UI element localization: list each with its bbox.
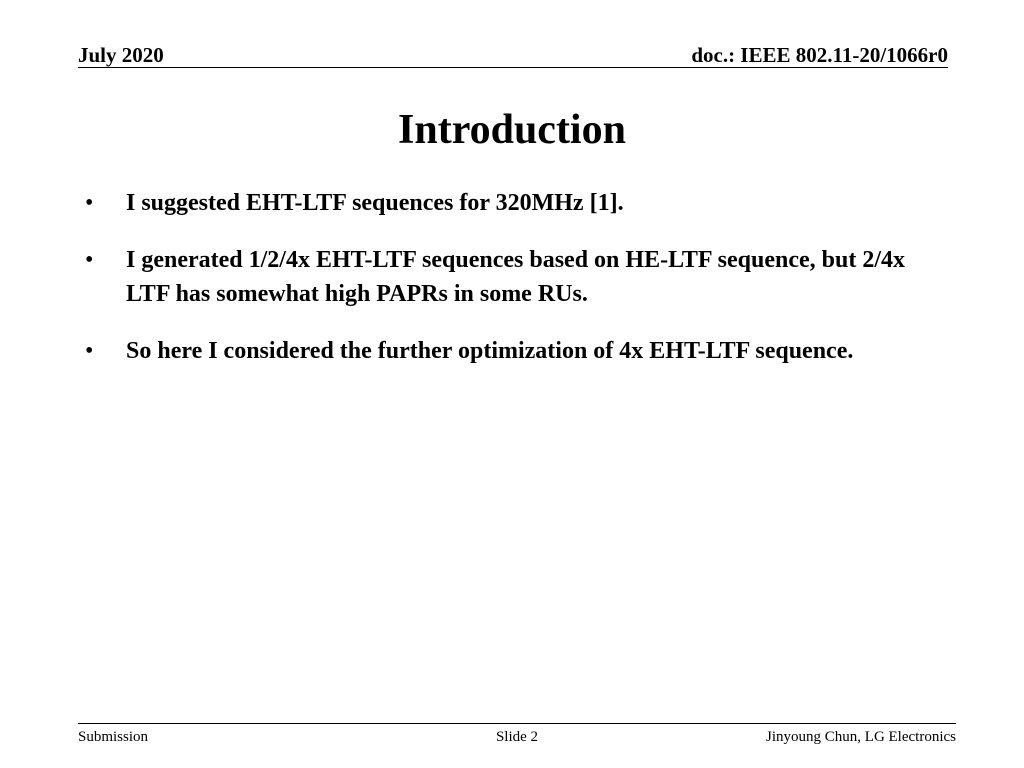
- footer-divider: [78, 723, 956, 724]
- bullet-text: So here I considered the further optimization of 4x EHT-LTF sequence.: [126, 338, 854, 364]
- bullet-item: [85, 243, 915, 311]
- bullet-dot-icon: •: [85, 247, 94, 273]
- bullet-dot-icon: •: [85, 190, 94, 216]
- slide-title: Introduction: [398, 107, 626, 153]
- bullet-text: I generated 1/2/4x EHT-LTF sequences based on HE-LTF sequence, but 2/4x LTF has somewhat high PAPRs in some RUs.: [126, 247, 905, 307]
- header-doc-id: doc.: IEEE 802.11-20/1066r0: [691, 43, 948, 67]
- bullet-item: [85, 186, 915, 220]
- bullet-text: I suggested EHT-LTF sequences for 320MHz [1].: [126, 190, 624, 216]
- footer-submission: Submission: [78, 729, 149, 745]
- footer-slide-number: Slide 2: [495, 729, 539, 745]
- bullet-dot-icon: •: [85, 338, 94, 364]
- header-divider: [78, 67, 948, 68]
- bullet-list: [85, 186, 915, 391]
- header-date: July 2020: [78, 43, 164, 67]
- bullet-item: [85, 334, 915, 368]
- footer-author: Jinyoung Chun, LG Electronics: [766, 729, 956, 745]
